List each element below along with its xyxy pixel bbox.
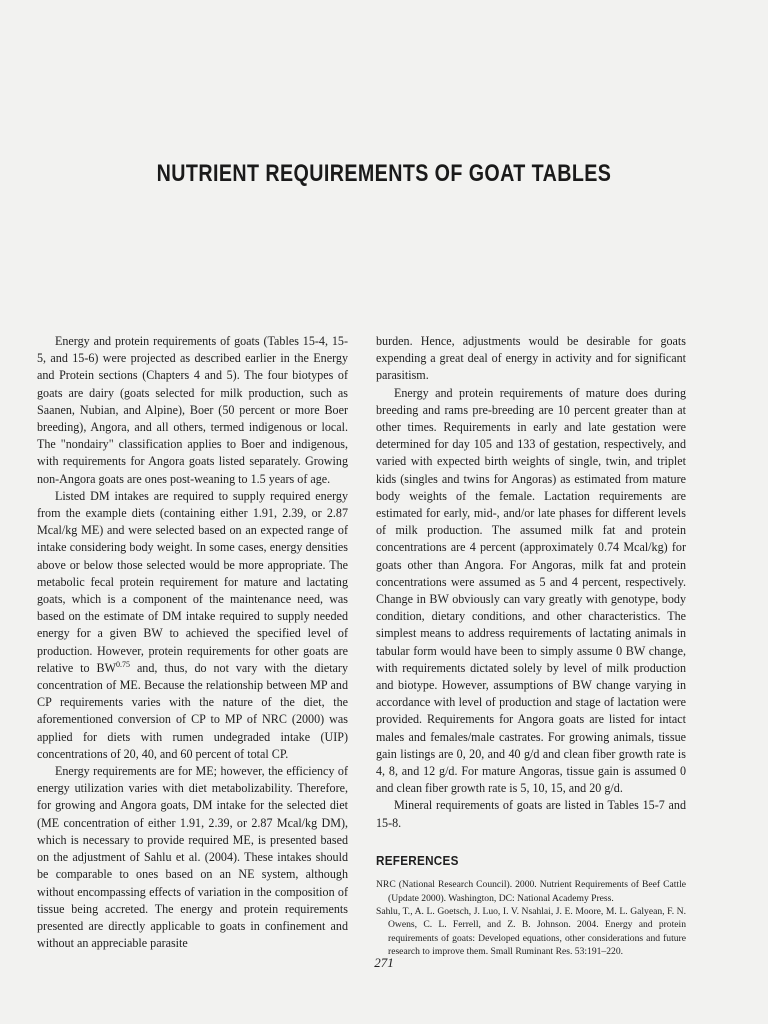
paragraph-biotypes: Energy and protein requirements of goats (Tables 15-4, 15-5, and 15-6) were projected as described earlier in the Energy and Protein sections (Chapters 4 and 5). The four biotypes of goats are dairy (goats selected for milk production, such as Saanen, Nubian, and Alpine), Boer (50 percent or more Boer breeding), Angora, and all others, termed indigenous or local. The "nondairy" classification applies to Boer and indigenous, with requirements for Angora goats listed separately. Growing non-Angora goats are ones post-weaning to 1.5 years of age.	[37, 334, 348, 486]
page-number: 271	[374, 955, 394, 970]
paragraph-dm-intake-text-a: Listed DM intakes are required to supply required energy from the example diets (containing either 1.91, 2.39, or 2.87 Mcal/kg ME) and were selected based on an expected range of intake considering body weight. In some cases, energy densities above or below those selected would be more appropriate. The metabolic fecal protein requirement for mature and lactating goats, which is a component of the maintenance need, was based on the estimate of DM intake required to supply needed energy for a given BW to achieved the specified level of production. However, protein requirements for other goats are relative to BW	[37, 488, 348, 675]
left-column	[37, 333, 348, 952]
paragraph-energy: Energy requirements are for ME; however, the efficiency of energy utilization varies with diet metabolizability. Therefore, for growing and Angora goats, DM intake for the selected diet (ME concentration of either 1.91, 2.39, or 2.87 Mcal/kg DM), which is necessary to provide required ME, is presented based on the adjustment of Sahlu et al. (2004). These intakes should be comparable to ones based on an NE system, although without encompassing effects of variation in the composition of tissue being accreted. The energy and protein requirements presented are directly applicable to goats in confinement and without an appreciable parasite	[37, 764, 348, 951]
paragraph-dm-intake-text-b: and, thus, do not vary with the dietary concentration of ME. Because the relationship between MP and CP requirements varies with the nature of the diet, the aforementioned conversion of CP to MP of NRC (2000) was applied for diets with rumen undegraded intake (UIP) concentrations of 20, 40, and 60 percent of total CP.	[37, 660, 348, 761]
right-column	[376, 333, 686, 959]
paragraph-parasite-continued: burden. Hence, adjustments would be desirable for goats expending a great deal of energy in activity and for significant parasitism.	[376, 334, 686, 383]
paragraph-minerals: Mineral requirements of goats are listed in Tables 15-7 and 15-8.	[376, 798, 686, 830]
paragraph-breeding-lactation: Energy and protein requirements of mature does during breeding and rams pre-breeding are 10 percent greater than at other times. Requirements in early and late gestation were determined for day 105 and 133 of gestation, respectively, and varied with expected birth weights of single, twin, and triplet kids (singles and twins for Angoras) as estimated from mature body weights of the female. Lactation requirements are estimated for early, mid-, and/or late phases for different levels of milk production. The assumed milk fat and protein concentrations are 4 percent (approximately 0.74 Mcal/kg) for goats other than Angora. For Angoras, milk fat and protein concentrations were assumed as 5 and 4 percent, respectively. Change in BW obviously can vary greatly with genotype, body condition, dietary conditions, and other characteristics. The simplest means to address requirements of lactating animals in tabular form would have been to simply assume 0 BW change, with requirements dictated solely by level of milk production and biotype. However, assumptions of BW change varying in accordance with level of production and stage of lactation were provided. Requirements for Angora goats are listed for intact males and females/male castrates. For growing animals, tissue gain listings are 0, 20, and 40 g/d and clean fiber growth rate is 4, 8, and 12 g/d. For mature Angoras, tissue gain is assumed 0 and clean fiber growth rate is 5, 10, 15, and 20 g/d.	[376, 385, 686, 796]
exponent-superscript: 0.75	[116, 659, 131, 669]
page-title: NUTRIENT REQUIREMENTS OF GOAT TABLES	[156, 160, 612, 187]
paragraph-dm-intake	[37, 488, 348, 763]
reference-item: NRC (National Research Council). 2000. Nutrient Requirements of Beef Cattle (Update 2000). Washington, DC: National Academy Press.	[376, 879, 686, 904]
references-heading: REFERENCES	[376, 852, 459, 868]
reference-item: Sahlu, T., A. L. Goetsch, J. Luo, I. V. Nsahlai, J. E. Moore, M. L. Galyean, F. N. Owens, C. L. Ferrell, and Z. B. Johnson. 2004. Energy and protein requirements of goats: Developed equations, other considerations and future research to improve them. Small Ruminant Res. 53:191–220.	[376, 905, 686, 958]
